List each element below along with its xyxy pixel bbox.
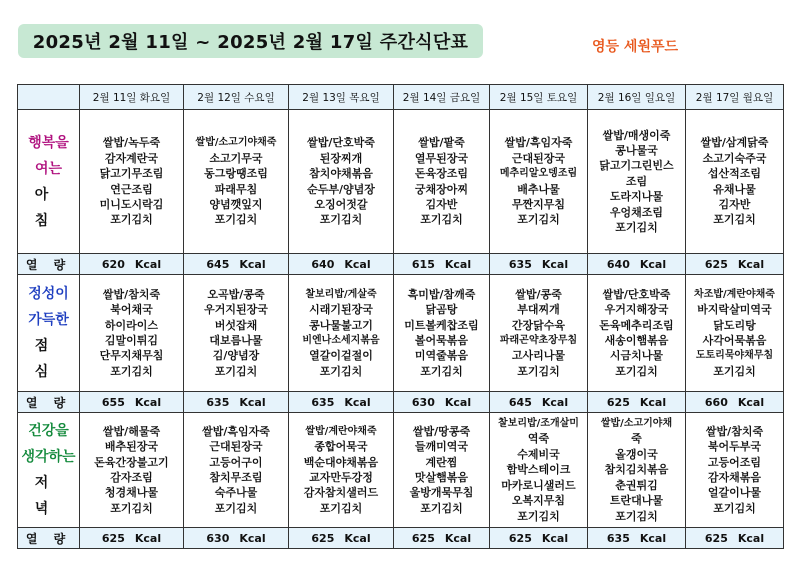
- menu-item: 쌀밥/땅콩죽: [412, 424, 471, 438]
- kcal-cell: [289, 254, 394, 275]
- menu-cell: [490, 413, 588, 528]
- menu-item: 계란찜: [425, 455, 458, 469]
- menu-item: 포기김치: [110, 501, 153, 515]
- company-name: 영등 세원푸드: [592, 39, 679, 55]
- menu-item: 교자만두강정: [309, 471, 373, 484]
- kcal-unit: Kcal: [239, 531, 266, 545]
- menu-item: 오징어젓갈: [314, 197, 368, 211]
- kcal-cell: [184, 392, 289, 413]
- menu-item: 간장닭수육: [511, 318, 566, 332]
- menu-item: 포기김치: [110, 213, 153, 227]
- menu-item: 섭산적조림: [707, 167, 762, 181]
- lunch-row: [18, 275, 784, 392]
- kcal-unit: Kcal: [239, 395, 266, 409]
- menu-item: 참치김치볶음: [604, 463, 669, 477]
- kcal-cell: [184, 528, 289, 549]
- menu-item: 포기김치: [319, 213, 363, 227]
- kcal-cell: [80, 392, 184, 413]
- menu-item: 근대된장국: [511, 151, 566, 165]
- day-header: 2월 12일 수요일: [184, 85, 289, 110]
- menu-item: 사각어묵볶음: [702, 334, 767, 347]
- menu-item: 감자계란국: [104, 151, 159, 165]
- kcal-unit: Kcal: [344, 395, 371, 409]
- menu-item: 배추된장국: [104, 440, 159, 454]
- menu-item: 포기김치: [713, 501, 756, 515]
- menu-cell: [588, 110, 686, 254]
- menu-item: 찰보리밥/조개살미: [498, 418, 579, 430]
- menu-item: 흑미밥/참깨죽: [407, 287, 476, 301]
- kcal-value: 635: [508, 257, 532, 271]
- menu-item: 포기김치: [214, 501, 258, 515]
- meal-label-line: 행복을: [28, 134, 69, 151]
- menu-item: 동그랑땡조림: [204, 167, 268, 181]
- menu-item: 청경채나물: [104, 486, 159, 500]
- kcal-value: 625: [704, 257, 728, 271]
- meal-label-line: 점 심: [34, 338, 63, 380]
- menu-item: 쌀밥/단호박죽: [307, 136, 375, 150]
- menu-item: 김/양념장: [212, 349, 260, 363]
- menu-cell: [289, 413, 394, 528]
- day-header: 2월 17일 월요일: [686, 85, 784, 110]
- menu-item: 쌀밥/콩죽: [515, 287, 562, 301]
- menu-item: 얼갈이나물: [707, 486, 762, 500]
- menu-cell: [490, 110, 588, 254]
- kcal-unit: Kcal: [737, 531, 765, 545]
- corner-cell: [18, 85, 80, 110]
- meal-label-line: 생각하는: [21, 449, 76, 465]
- kcal-value: 615: [411, 257, 435, 271]
- menu-item: 된장찌개: [319, 151, 363, 165]
- menu-item: 참치야채볶음: [309, 167, 373, 181]
- kcal-value: 625: [606, 395, 630, 409]
- menu-item: 우거지된장국: [204, 303, 268, 317]
- menu-cell: [80, 110, 184, 254]
- menu-item: 포기김치: [110, 364, 153, 378]
- kcal-cell: [588, 528, 686, 549]
- menu-cell: [289, 275, 394, 392]
- menu-cell: [80, 413, 184, 528]
- menu-item: 백순대야채볶음: [303, 455, 379, 469]
- menu-item: 감자채볶음: [707, 471, 762, 484]
- menu-item: 들깨미역국: [414, 440, 469, 454]
- kcal-unit: Kcal: [239, 257, 266, 271]
- kcal-value: 625: [101, 531, 125, 545]
- menu-item: 볼어묵볶음: [414, 334, 469, 347]
- kcal-unit: Kcal: [737, 257, 765, 271]
- menu-item: 근대된장국: [209, 440, 263, 454]
- menu-item: 포기김치: [517, 213, 560, 227]
- kcal-unit: Kcal: [444, 395, 472, 409]
- menu-item: 파래곤약초장무침: [499, 335, 578, 346]
- menu-item: 수제비국: [517, 447, 560, 461]
- menu-item: 조림: [625, 174, 648, 188]
- kcal-value: 630: [411, 395, 435, 409]
- menu-item: 쌀밥/참치죽: [102, 287, 161, 301]
- menu-item: 숙주나물: [214, 486, 258, 500]
- menu-item: 미니도시락김: [99, 197, 164, 211]
- menu-item: 유채나물: [713, 182, 756, 196]
- kcal-unit: Kcal: [344, 257, 371, 271]
- menu-cell: [394, 275, 490, 392]
- menu-item: 소고기숙주국: [702, 151, 767, 165]
- menu-item: 역죽: [527, 432, 550, 446]
- meal-label-line: 여는: [34, 160, 63, 177]
- menu-item: 도라지나물: [609, 190, 664, 204]
- menu-item: 올갱이국: [615, 447, 658, 461]
- menu-item: 쌀밥/계란야채죽: [305, 425, 377, 437]
- day-header: 2월 16일 일요일: [588, 85, 686, 110]
- menu-item: 오곡밥/콩죽: [207, 287, 265, 301]
- menu-item: 닭고기그린빈스: [599, 159, 674, 173]
- menu-item: 콩나물국: [615, 143, 658, 157]
- kcal-unit: Kcal: [639, 257, 667, 271]
- menu-item: 쌀밥/팥죽: [418, 136, 465, 150]
- kcal-cell: [184, 254, 289, 275]
- kcal-cell: [490, 254, 588, 275]
- menu-item: 단무지채무침: [99, 349, 164, 363]
- dinner-label: [18, 413, 80, 528]
- menu-item: 양념깻잎지: [209, 197, 263, 211]
- menu-item: 춘권튀김: [615, 478, 658, 492]
- menu-item: 버섯잡채: [214, 318, 258, 332]
- menu-cell: [80, 275, 184, 392]
- menu-item: 함박스테이크: [506, 463, 571, 477]
- kcal-value: 635: [206, 395, 230, 409]
- menu-item: 포기김치: [214, 364, 258, 378]
- menu-item: 배추나물: [517, 182, 560, 196]
- kcal-unit: Kcal: [541, 531, 569, 545]
- kcal-cell: [394, 528, 490, 549]
- kcal-value: 620: [101, 257, 125, 271]
- menu-item: 쌀밥/삼계닭죽: [700, 136, 769, 150]
- menu-item: 감자참치샐러드: [303, 486, 379, 500]
- lunch-label: [18, 275, 80, 392]
- menu-item: 시래기된장국: [309, 303, 373, 317]
- menu-item: 포기김치: [615, 221, 658, 235]
- kcal-cell: [490, 528, 588, 549]
- menu-item: 고사리나물: [511, 349, 566, 363]
- menu-item: 비엔나소세지볶음: [302, 335, 380, 346]
- kcal-value: 625: [311, 531, 335, 545]
- kcal-unit: Kcal: [639, 531, 667, 545]
- menu-item: 포기김치: [214, 213, 258, 227]
- menu-item: 마카로니샐러드: [501, 478, 576, 492]
- menu-title: 2025년 2월 11일 ~ 2025년 2월 17일 주간식단표: [18, 24, 483, 58]
- kcal-label: 열 량: [18, 254, 80, 275]
- menu-item: 포기김치: [713, 213, 756, 227]
- menu-item: 포기김치: [319, 501, 363, 515]
- kcal-unit: Kcal: [639, 395, 667, 409]
- menu-item: 돈육장조림: [414, 167, 469, 181]
- kcal-cell: [588, 254, 686, 275]
- kcal-cell: [80, 528, 184, 549]
- menu-item: 참치무조림: [209, 471, 263, 484]
- menu-item: 닭고기무조림: [99, 167, 164, 181]
- menu-item: 쌀밥/단호박죽: [602, 287, 671, 301]
- menu-cell: [588, 275, 686, 392]
- kcal-unit: Kcal: [344, 531, 371, 545]
- menu-item: 고등어구이: [209, 455, 263, 469]
- menu-item: 부대찌개: [517, 303, 560, 317]
- menu-item: 포기김치: [713, 364, 756, 378]
- menu-cell: [184, 275, 289, 392]
- kcal-value: 625: [704, 531, 728, 545]
- menu-item: 쌀밥/해물죽: [102, 424, 161, 438]
- meal-label-line: 가득한: [28, 312, 69, 328]
- menu-item: 쌀밥/참치죽: [705, 424, 764, 438]
- kcal-unit: Kcal: [541, 257, 569, 271]
- menu-item: 오복지무침: [511, 494, 566, 508]
- kcal-cell: [588, 392, 686, 413]
- kcal-cell: [686, 528, 784, 549]
- menu-cell: [394, 110, 490, 254]
- breakfast-label: [18, 110, 80, 254]
- menu-item: 쌀밥/소고기야채: [600, 418, 673, 430]
- meal-label-line: 아 침: [34, 186, 63, 229]
- kcal-cell: [686, 392, 784, 413]
- menu-item: 돈육메추리조림: [599, 318, 674, 332]
- kcal-value: 635: [311, 395, 335, 409]
- lunch-kcal-row: [18, 392, 784, 413]
- menu-item: 포기김치: [420, 213, 463, 227]
- menu-item: 궁채장아찌: [414, 182, 469, 196]
- meal-label-line: 건강을: [28, 423, 69, 439]
- menu-item: 새송이햄볶음: [604, 334, 669, 347]
- menu-item: 쌀밥/녹두죽: [102, 136, 161, 150]
- menu-item: 순두부/양념장: [307, 182, 375, 196]
- menu-item: 열무된장국: [414, 151, 469, 165]
- menu-item: 메추리알오뎅조림: [499, 168, 578, 180]
- menu-item: 시금치나물: [609, 349, 664, 363]
- menu-item: 찰보리밥/게살죽: [305, 288, 377, 300]
- menu-cell: [289, 110, 394, 254]
- menu-item: 포기김치: [615, 509, 658, 523]
- kcal-value: 625: [508, 531, 532, 545]
- kcal-value: 640: [311, 257, 335, 271]
- menu-item: 고등어조림: [707, 455, 762, 469]
- kcal-cell: [289, 528, 394, 549]
- breakfast-kcal-row: [18, 254, 784, 275]
- kcal-cell: [289, 392, 394, 413]
- meal-label-line: 정성이: [28, 286, 69, 302]
- menu-item: 닭곰탕: [425, 303, 458, 317]
- kcal-cell: [394, 392, 490, 413]
- kcal-value: 660: [704, 395, 728, 409]
- kcal-value: 635: [606, 531, 630, 545]
- kcal-label: 열 량: [18, 392, 80, 413]
- menu-cell: [588, 413, 686, 528]
- menu-item: 바지락살미역국: [697, 303, 772, 317]
- menu-item: 울방개묵무침: [409, 486, 474, 500]
- kcal-cell: [80, 254, 184, 275]
- menu-item: 김자반: [718, 197, 751, 211]
- menu-item: 열갈이겉절이: [309, 349, 373, 363]
- menu-item: 포기김치: [517, 364, 560, 378]
- menu-item: 돈육간장불고기: [94, 455, 169, 469]
- menu-item: 포기김치: [420, 364, 463, 378]
- menu-item: 콩나물불고기: [309, 318, 373, 332]
- menu-item: 북어채국: [110, 303, 153, 317]
- kcal-value: 630: [206, 531, 230, 545]
- menu-item: 소고기무국: [209, 151, 263, 165]
- day-header: 2월 15일 토요일: [490, 85, 588, 110]
- kcal-value: 625: [411, 531, 435, 545]
- kcal-cell: [394, 254, 490, 275]
- menu-item: 우거지해장국: [604, 303, 669, 317]
- menu-item: 감자조림: [110, 471, 153, 484]
- menu-item: 쌀밥/소고기야채죽: [195, 137, 277, 149]
- day-header-row: [18, 85, 784, 110]
- menu-item: 쌀밥/흑임자죽: [504, 136, 573, 150]
- menu-item: 김말이튀김: [104, 334, 159, 347]
- menu-item: 포기김치: [517, 509, 560, 523]
- menu-item: 북어두부국: [707, 440, 762, 454]
- menu-item: 도토리묵야채무침: [695, 350, 774, 362]
- menu-item: 닭도리탕: [713, 318, 756, 332]
- menu-item: 종합어묵국: [314, 440, 368, 454]
- kcal-unit: Kcal: [444, 257, 472, 271]
- breakfast-row: [18, 110, 784, 254]
- menu-cell: [686, 275, 784, 392]
- day-header: 2월 13일 목요일: [289, 85, 394, 110]
- kcal-label: 열 량: [18, 528, 80, 549]
- menu-item: 파래무침: [214, 182, 258, 196]
- menu-item: 포기김치: [420, 501, 463, 515]
- menu-item: 쌀밥/흑임자죽: [202, 424, 270, 438]
- menu-item: 맛살햄볶음: [414, 471, 469, 484]
- dinner-kcal-row: [18, 528, 784, 549]
- day-header: 2월 14일 금요일: [394, 85, 490, 110]
- kcal-unit: Kcal: [134, 531, 162, 545]
- kcal-unit: Kcal: [737, 395, 765, 409]
- menu-item: 미역줄볶음: [414, 349, 469, 363]
- menu-item: 포기김치: [319, 364, 363, 378]
- menu-item: 미트볼케찹조림: [404, 318, 479, 332]
- kcal-unit: Kcal: [444, 531, 472, 545]
- weekly-menu-table: [17, 84, 784, 549]
- kcal-value: 655: [101, 395, 125, 409]
- menu-item: 우엉채조림: [609, 205, 664, 219]
- kcal-cell: [490, 392, 588, 413]
- menu-item: 트란대나물: [609, 494, 664, 508]
- menu-item: 김자반: [425, 197, 458, 211]
- kcal-unit: Kcal: [134, 395, 162, 409]
- menu-item: 포기김치: [615, 364, 658, 378]
- menu-item: 죽: [631, 432, 642, 446]
- kcal-cell: [686, 254, 784, 275]
- menu-cell: [184, 110, 289, 254]
- menu-item: 대보름나물: [209, 334, 263, 347]
- day-header: 2월 11일 화요일: [80, 85, 184, 110]
- menu-cell: [686, 110, 784, 254]
- kcal-value: 645: [206, 257, 230, 271]
- menu-item: 연근조림: [110, 182, 153, 196]
- kcal-value: 645: [508, 395, 532, 409]
- menu-cell: [490, 275, 588, 392]
- kcal-unit: Kcal: [134, 257, 162, 271]
- kcal-unit: Kcal: [541, 395, 569, 409]
- dinner-row: [18, 413, 784, 528]
- menu-item: 무짠지무침: [511, 197, 566, 211]
- kcal-value: 640: [606, 257, 630, 271]
- menu-cell: [394, 413, 490, 528]
- menu-cell: [184, 413, 289, 528]
- meal-label-line: 저 녁: [34, 475, 63, 517]
- menu-item: 차조밥/계란야채죽: [694, 288, 775, 300]
- menu-cell: [686, 413, 784, 528]
- menu-item: 하이라이스: [104, 318, 159, 332]
- menu-item: 쌀밥/매생이죽: [602, 128, 671, 142]
